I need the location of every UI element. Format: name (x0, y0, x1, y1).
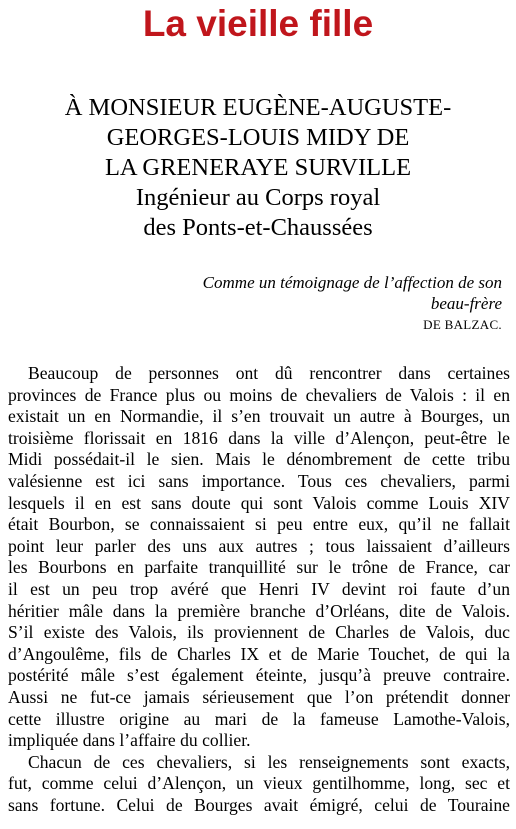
body-line: d’Angoulême, fils de Charles IX et de Marie Touchet, de qui la (8, 643, 510, 664)
body-text (8, 363, 510, 816)
body-line: existait un en Normandie, il s’en trouvait un autre à Bourges, un (8, 406, 510, 427)
body-line: provinces de France plus ou moins de chevaliers de Valois : il en (8, 384, 510, 405)
body-line: impliquée dans l’affaire du collier. (8, 730, 251, 751)
body-line: était Bourbon, se connaissaient si peu entre eux, qu’il ne fallait (8, 514, 510, 535)
body-line: troisième florissait en 1816 dans la ville d’Alençon, peut-être le (8, 427, 510, 448)
body-line: il est un peu trop avéré que Henri IV devint roi faute d’un (8, 578, 510, 599)
body-line: cette illustre origine au mari de la fameuse Lamothe-Valois, (8, 708, 510, 729)
epigraph-line: beau-frère (430, 294, 502, 313)
dedication-line: des Ponts-et-Chaussées (143, 214, 373, 241)
epigraph (62, 272, 502, 335)
epigraph-signature: DE BALZAC. (423, 317, 502, 332)
body-line: Beaucoup de personnes ont dû rencontrer dans certaines (28, 363, 510, 383)
dedication-line: Ingénieur au Corps royal (135, 184, 381, 211)
body-line: valésienne est ici sans importance. Tous ces chevaliers, parmi (8, 470, 510, 491)
body-line: fut, comme celui d’Alençon, un vieux gentilhomme, long, sec et (8, 773, 510, 794)
body-line: Chacun de ces chevaliers, si les renseignements sont exacts, (28, 751, 510, 772)
body-line: sans fortune. Celui de Bourges avait émigré, celui de Touraine (8, 794, 510, 815)
body-line: postérité mâle s’est également éteinte, jusqu’à preuve contraire. (8, 665, 510, 686)
body-line: les Bourbons en parfaite tranquillité sur le trône de France, car (8, 557, 510, 578)
body-line: lesquels il en est sans doute qui sont Valois comme Louis XIV (8, 492, 510, 513)
body-line: Midi possédait-il le sien. Mais le dénombrement de cette tribu (8, 449, 510, 470)
body-line: point leur parler des uns aux autres ; tous laissaient d’ailleurs (8, 535, 510, 556)
body-line: S’il existe des Valois, ils proviennent de Charles de Valois, duc (8, 622, 510, 643)
dedication-line: GEORGES-LOUIS MIDY DE (106, 124, 410, 151)
body-line: Aussi ne fut-ce jamais sérieusement que l’on prétendit donner (8, 686, 510, 707)
page-title: La vieille fille (142, 3, 374, 44)
epigraph-line: Comme un témoignage de l’affection de son (202, 273, 502, 292)
dedication (0, 93, 516, 243)
dedication-line: À MONSIEUR EUGÈNE-AUGUSTE- (64, 94, 452, 121)
dedication-line: LA GRENERAYE SURVILLE (104, 154, 412, 181)
body-line: héritier mâle dans la première branche d’Orléans, dite de Valois. (8, 600, 510, 621)
